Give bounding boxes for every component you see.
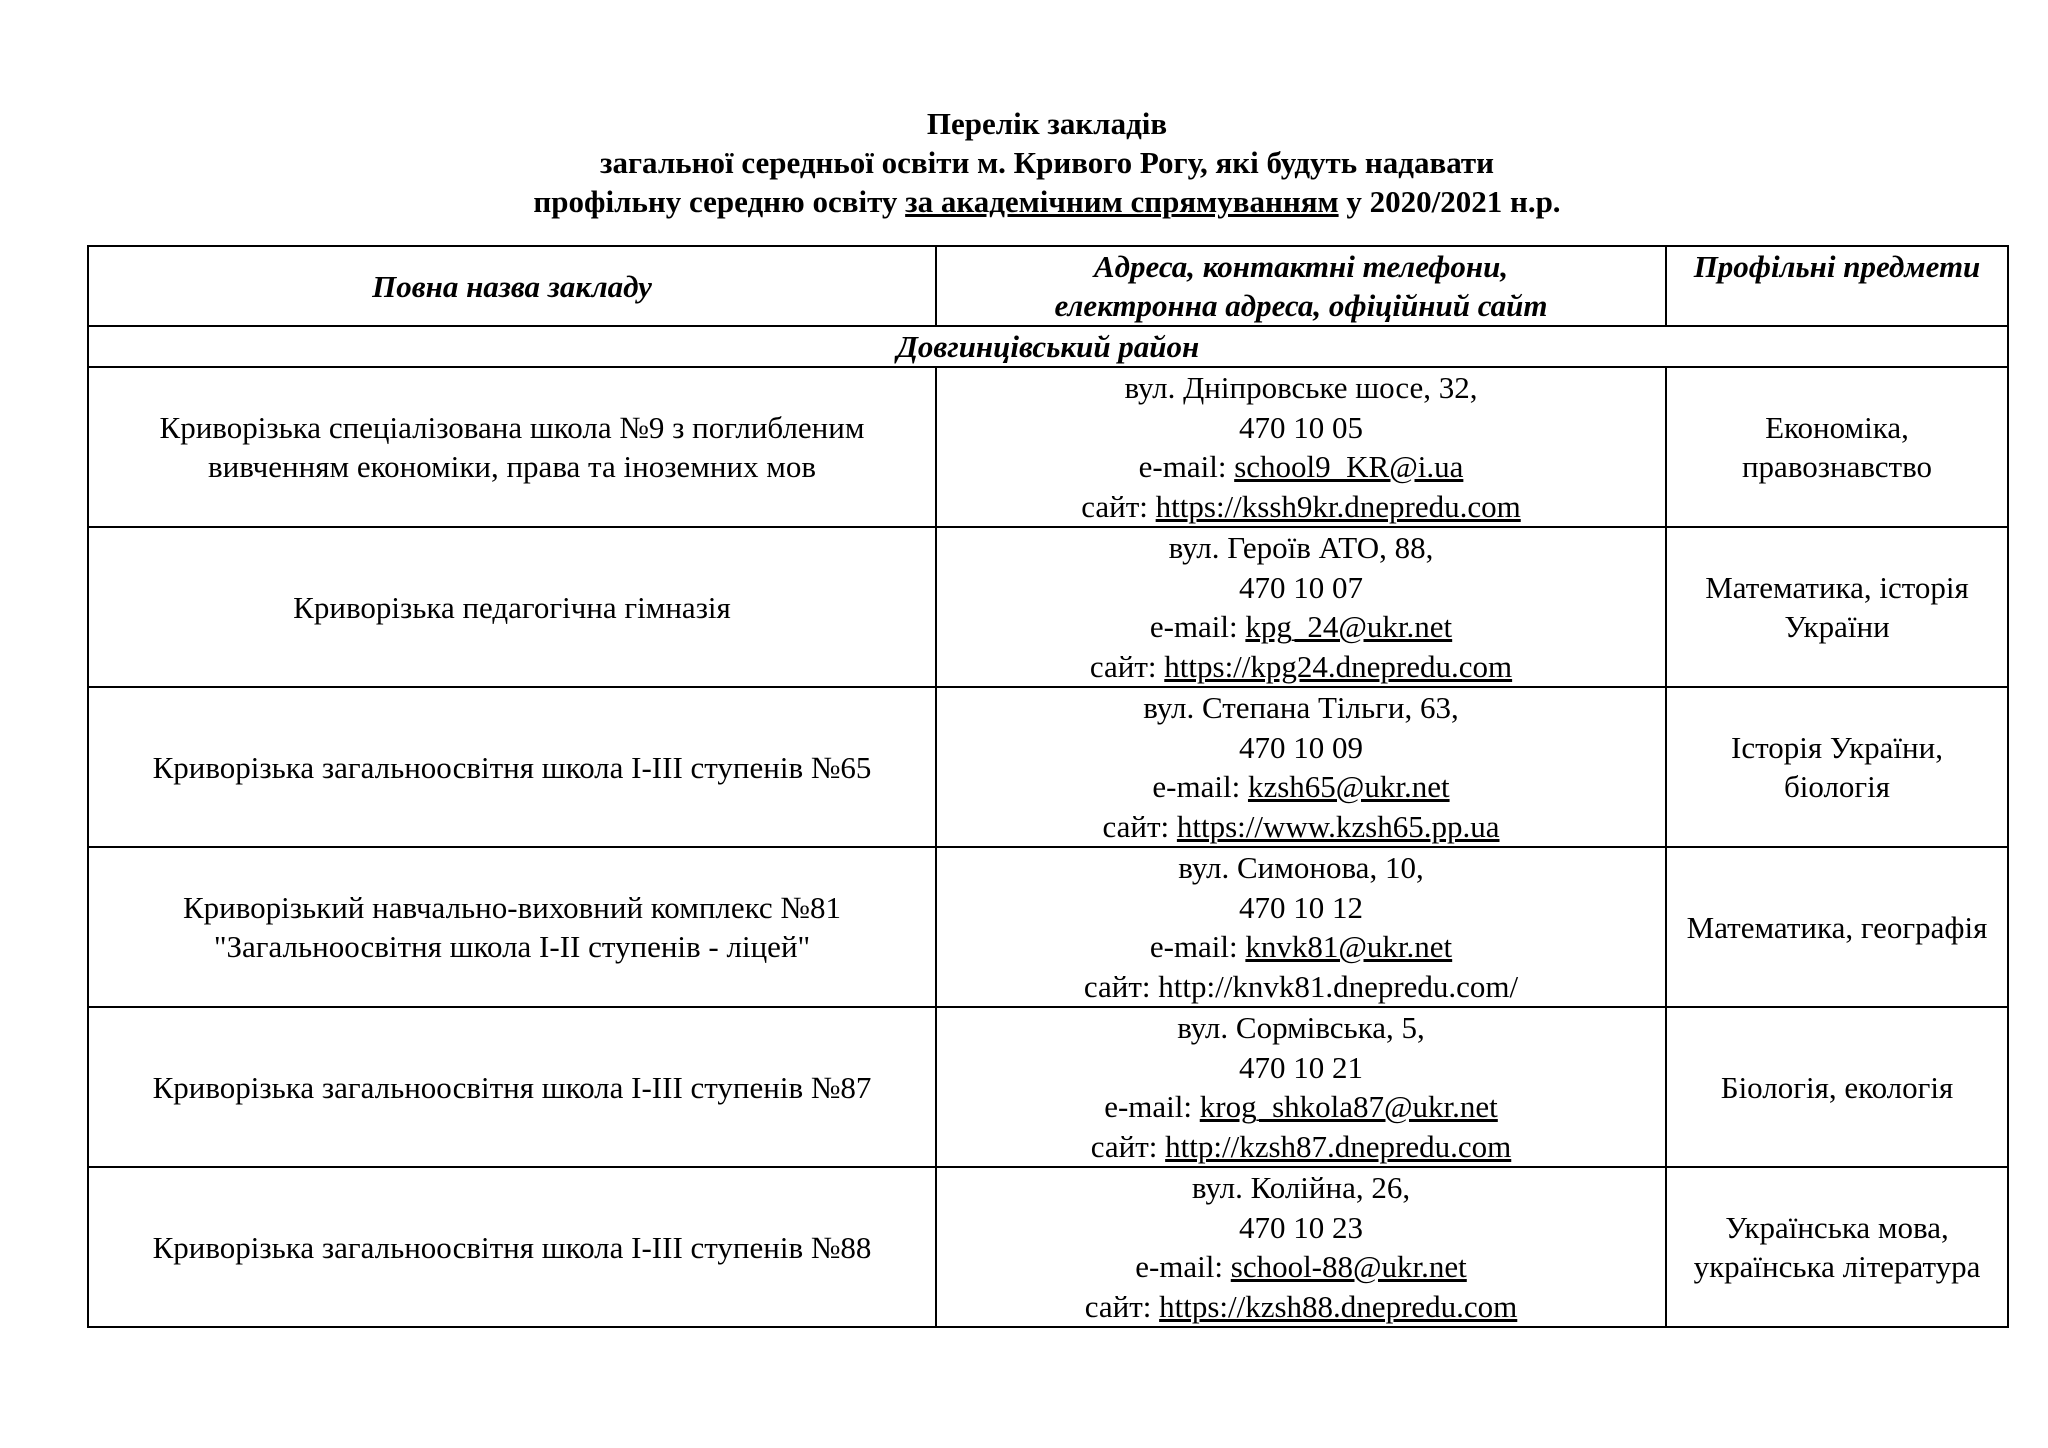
site-line <box>941 1287 1661 1327</box>
email-link[interactable]: school-88@ukr.net <box>1230 1249 1467 1284</box>
school-name-cell <box>88 687 936 847</box>
table-row <box>88 527 2008 687</box>
email-label: e-mail: <box>1149 929 1246 964</box>
school-name-line-1: Криворізька загальноосвітня школа I-III ступенів №88 <box>152 1229 872 1265</box>
email-line <box>941 607 1661 647</box>
phone: 470 10 05 <box>1239 409 1363 445</box>
site-link[interactable]: https://www.kzsh65.pp.ua <box>1176 808 1500 844</box>
email-line <box>941 767 1661 807</box>
title-emphasis: за академічним спрямуванням <box>905 184 1339 219</box>
email-label: e-mail: <box>1138 449 1235 484</box>
header-contacts <box>936 246 1666 326</box>
site-link[interactable]: https://kssh9kr.dnepredu.com <box>1155 488 1521 524</box>
site-label: сайт: <box>1083 968 1159 1004</box>
site-label: сайт: <box>1090 1128 1166 1164</box>
email-line <box>941 1087 1661 1127</box>
subjects-cell <box>1666 367 2008 527</box>
site-line <box>941 487 1661 527</box>
site-line <box>941 807 1661 847</box>
email-link[interactable]: kpg_24@ukr.net <box>1245 609 1453 644</box>
school-name-line-1: Криворізька загальноосвітня школа I-III ступенів №87 <box>152 1069 872 1105</box>
school-name-line-1: Криворізький навчально-виховний комплекс №81 <box>182 890 842 925</box>
school-name-cell <box>88 847 936 1007</box>
subjects-cell <box>1666 527 2008 687</box>
subjects-cell <box>1666 687 2008 847</box>
site-line <box>941 647 1661 687</box>
site-link[interactable]: http://kzsh87.dnepredu.com <box>1165 1128 1512 1164</box>
school-name-line-2: "Загальноосвітня школа I-II ступенів - ліцей" <box>213 929 811 964</box>
document-title <box>87 104 2007 221</box>
address: вул. Симонова, 10, <box>1178 850 1424 885</box>
site-label: сайт: <box>1084 1288 1160 1324</box>
schools-table <box>87 245 2009 1328</box>
table-row <box>88 1167 2008 1327</box>
email-link[interactable]: knvk81@ukr.net <box>1245 929 1453 964</box>
table-row <box>88 1007 2008 1167</box>
school-name-line-2: вивченням економіки, права та іноземних мов <box>208 449 816 484</box>
site-label: сайт: <box>1089 648 1165 684</box>
district-row <box>88 326 2008 367</box>
school-name-line-1: Криворізька педагогічна гімназія <box>293 589 731 625</box>
contacts-cell <box>936 1167 1666 1327</box>
phone: 470 10 12 <box>1239 889 1363 925</box>
site-link[interactable]: http://knvk81.dnepredu.com/ <box>1158 968 1519 1004</box>
title-line-2: загальної середньої освіти м. Кривого Рогу, які будуть надавати <box>600 145 1494 180</box>
table-row <box>88 847 2008 1007</box>
table-row <box>88 367 2008 527</box>
email-line <box>941 1247 1661 1287</box>
address: вул. Степана Тільги, 63, <box>1143 690 1459 725</box>
email-label: e-mail: <box>1152 769 1248 804</box>
address: вул. Колійна, 26, <box>1191 1170 1411 1205</box>
site-link[interactable]: https://kzsh88.dnepredu.com <box>1159 1288 1518 1324</box>
phone: 470 10 09 <box>1239 729 1363 765</box>
email-line <box>941 927 1661 967</box>
subjects-line-1: Математика, історія <box>1705 570 1969 605</box>
site-line <box>941 1127 1661 1167</box>
table-row <box>88 687 2008 847</box>
email-link[interactable]: krog_shkola87@ukr.net <box>1199 1089 1498 1124</box>
site-link[interactable]: https://kpg24.dnepredu.com <box>1164 648 1513 684</box>
subjects-line-1: Історія України, <box>1731 730 1943 765</box>
title-line-3-end: у 2020/2021 н.р. <box>1338 184 1561 219</box>
email-link[interactable]: kzsh65@ukr.net <box>1247 769 1450 804</box>
site-label: сайт: <box>1102 808 1177 844</box>
header-contacts-line-1: Адреса, контактні телефони, <box>1093 249 1509 284</box>
subjects-line-1: Економіка, <box>1765 410 1909 445</box>
email-label: e-mail: <box>1104 1089 1200 1124</box>
address: вул. Героїв АТО, 88, <box>1168 530 1434 565</box>
subjects-line-2: біологія <box>1783 769 1891 804</box>
title-line-1: Перелік закладів <box>926 106 1168 141</box>
contacts-cell <box>936 527 1666 687</box>
header-subjects: Профільні предмети <box>1666 246 2008 326</box>
header-name: Повна назва закладу <box>88 246 936 326</box>
address: вул. Сормівська, 5, <box>1177 1010 1425 1045</box>
subjects-cell <box>1666 1007 2008 1167</box>
phone: 470 10 23 <box>1239 1209 1363 1245</box>
subjects-cell <box>1666 1167 2008 1327</box>
site-line <box>941 967 1661 1007</box>
subjects-line-1: Біологія, екологія <box>1720 1069 1954 1105</box>
district-name: Довгинцівський район <box>88 326 2008 367</box>
subjects-line-1: Українська мова, <box>1725 1210 1949 1245</box>
phone: 470 10 07 <box>1239 569 1363 605</box>
school-name-cell <box>88 1007 936 1167</box>
title-line-3 <box>87 182 2007 221</box>
school-name-cell <box>88 1167 936 1327</box>
address: вул. Дніпровське шосе, 32, <box>1124 370 1478 405</box>
subjects-line-2: правознавство <box>1741 449 1933 484</box>
site-label: сайт: <box>1081 488 1156 524</box>
school-name-line-1: Криворізька загальноосвітня школа I-III ступенів №65 <box>152 749 872 785</box>
header-contacts-line-2: електронна адреса, офіційний сайт <box>1054 288 1548 323</box>
table-header-row <box>88 246 2008 326</box>
contacts-cell <box>936 847 1666 1007</box>
subjects-line-1: Математика, географія <box>1686 909 1988 945</box>
subjects-line-2: українська література <box>1693 1249 1981 1284</box>
contacts-cell <box>936 1007 1666 1167</box>
subjects-cell <box>1666 847 2008 1007</box>
title-line-3-start: профільну середню освіту <box>533 184 906 219</box>
phone: 470 10 21 <box>1239 1049 1363 1085</box>
contacts-cell <box>936 367 1666 527</box>
email-label: e-mail: <box>1135 1249 1231 1284</box>
subjects-line-2: України <box>1784 609 1890 644</box>
school-name-line-1: Криворізька спеціалізована школа №9 з поглибленим <box>159 410 865 445</box>
email-label: e-mail: <box>1149 609 1246 644</box>
email-line <box>941 447 1661 487</box>
school-name-cell <box>88 367 936 527</box>
email-link[interactable]: school9_KR@i.ua <box>1234 449 1464 484</box>
contacts-cell <box>936 687 1666 847</box>
school-name-cell <box>88 527 936 687</box>
